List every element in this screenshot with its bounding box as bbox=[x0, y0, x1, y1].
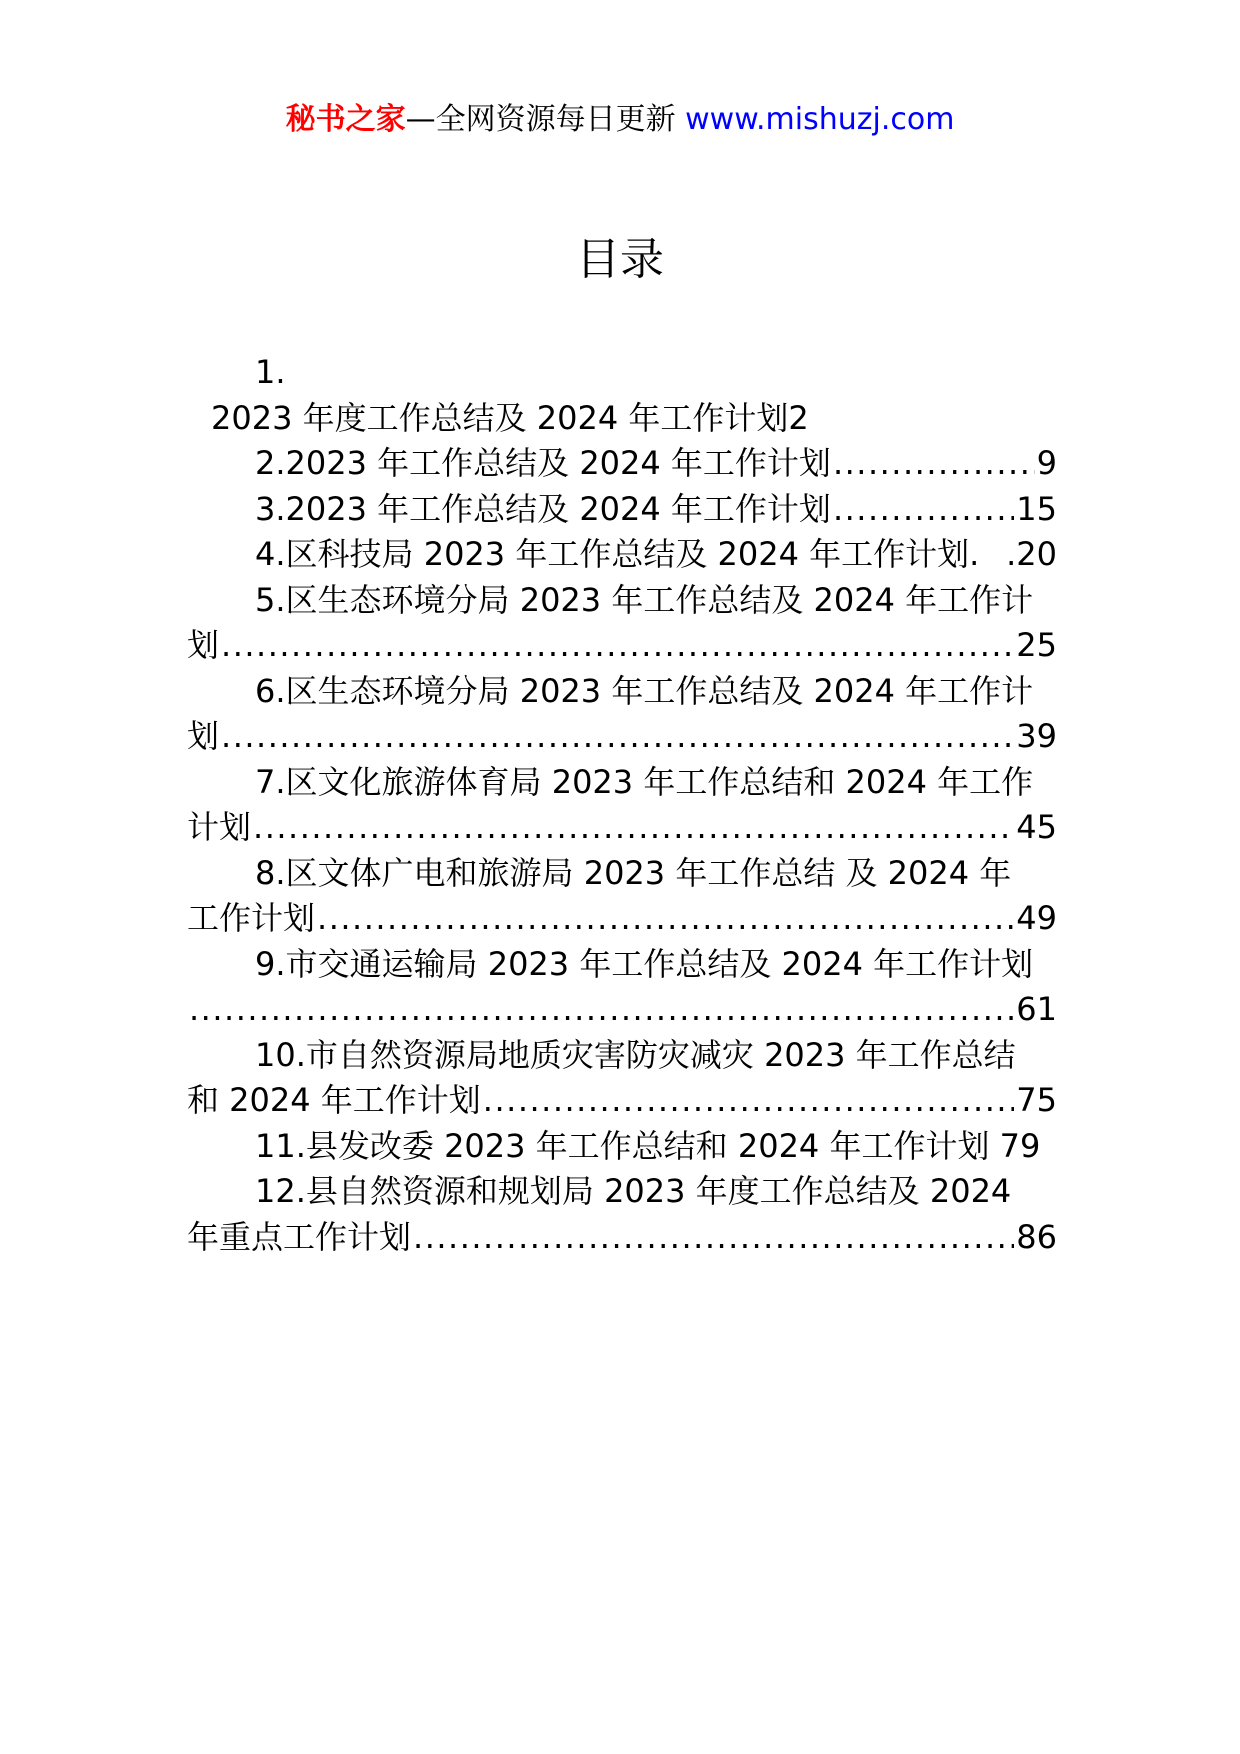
toc-leader-dots bbox=[413, 1215, 1014, 1261]
toc-entry-label: 划 bbox=[187, 717, 220, 755]
toc-entry-label: 6.区生态环境分局 2023 年工作总结及 2024 年工作计 bbox=[255, 671, 1034, 710]
toc-entry-12-line-1[interactable] bbox=[187, 1169, 1057, 1215]
toc-page-number: 9 bbox=[1036, 444, 1057, 482]
site-url-link[interactable]: www.mishuzj.com bbox=[685, 102, 955, 137]
toc-page-number: 25 bbox=[1016, 626, 1057, 664]
toc-entry-label: 2023 年度工作总结及 2024 年工作计划2 bbox=[211, 398, 809, 437]
table-of-contents bbox=[187, 350, 1057, 1260]
toc-entry-label: 划 bbox=[187, 626, 220, 664]
toc-entry-label: 10.市自然资源局地质灾害防灾减灾 2023 年工作总结 bbox=[255, 1035, 1016, 1074]
toc-entry-5-line-1[interactable] bbox=[187, 578, 1057, 624]
toc-entry-label: 计划 bbox=[187, 808, 252, 846]
toc-entry-9-line-1[interactable] bbox=[187, 942, 1057, 988]
toc-entry-label: 12.县自然资源和规划局 2023 年度工作总结及 2024 bbox=[255, 1172, 1012, 1210]
toc-entry-1-line-2[interactable] bbox=[187, 396, 1057, 442]
toc-page-number: 75 bbox=[1016, 1081, 1057, 1119]
toc-page-number: 39 bbox=[1016, 717, 1057, 755]
toc-leader-dots bbox=[483, 1078, 1014, 1124]
toc-entry-11[interactable] bbox=[187, 1124, 1057, 1170]
toc-entry-9-line-2[interactable] bbox=[187, 987, 1057, 1033]
toc-entry-label: 3.2023 年工作总结及 2024 年工作计划 bbox=[255, 489, 831, 528]
header-slogan: —全网资源每日更新 bbox=[405, 102, 676, 137]
toc-entry-1-line-1[interactable] bbox=[187, 350, 1057, 396]
toc-entry-label: 9.市交通运输局 2023 年工作总结及 2024 年工作计划 bbox=[255, 944, 1034, 983]
toc-leader-dots bbox=[833, 487, 1014, 533]
toc-entry-label: 7.区文化旅游体育局 2023 年工作总结和 2024 年工作 bbox=[255, 762, 1034, 801]
toc-entry-label: 4.区科技局 2023 年工作总结及 2024 年工作计划. bbox=[255, 535, 980, 573]
toc-entry-label: 和 2024 年工作计划 bbox=[187, 1081, 481, 1119]
toc-leader-dots bbox=[221, 714, 1014, 760]
site-header bbox=[0, 100, 1240, 140]
toc-entry-label: 年重点工作计划 bbox=[187, 1217, 412, 1256]
page-title: 目录 bbox=[576, 234, 664, 285]
toc-page-number: 61 bbox=[1016, 990, 1057, 1028]
toc-page-number: 86 bbox=[1016, 1217, 1057, 1256]
toc-entry-8-line-2[interactable] bbox=[187, 896, 1057, 942]
toc-entry-label: 5.区生态环境分局 2023 年工作总结及 2024 年工作计 bbox=[255, 580, 1034, 619]
toc-entry-6-line-1[interactable] bbox=[187, 669, 1057, 715]
toc-leader-dots bbox=[189, 987, 1014, 1033]
brand-name: 秘书之家 bbox=[285, 102, 406, 137]
toc-leader-dots bbox=[221, 623, 1014, 669]
toc-leader-dots bbox=[833, 441, 1035, 487]
toc-leader-dots bbox=[317, 896, 1014, 942]
toc-entry-10-line-1[interactable] bbox=[187, 1033, 1057, 1079]
toc-entry-label: 2.2023 年工作总结及 2024 年工作计划 bbox=[255, 444, 831, 482]
toc-page-number: 49 bbox=[1016, 899, 1057, 937]
toc-entry-10-line-2[interactable] bbox=[187, 1078, 1057, 1124]
toc-entry-label: 工作计划 bbox=[187, 899, 316, 937]
toc-entry-4[interactable] bbox=[187, 532, 1057, 578]
toc-page-number: 20 bbox=[1016, 535, 1057, 573]
toc-entry-12-line-2[interactable] bbox=[187, 1215, 1057, 1261]
toc-entry-6-line-2[interactable] bbox=[187, 714, 1057, 760]
toc-entry-3[interactable] bbox=[187, 487, 1057, 533]
toc-entry-label: 8.区文体广电和旅游局 2023 年工作总结 及 2024 年 bbox=[255, 853, 1012, 892]
toc-entry-2[interactable] bbox=[187, 441, 1057, 487]
toc-entry-7-line-2[interactable] bbox=[187, 805, 1057, 851]
toc-entry-5-line-2[interactable] bbox=[187, 623, 1057, 669]
toc-entry-8-line-1[interactable] bbox=[187, 851, 1057, 897]
toc-leader-dots bbox=[253, 805, 1014, 851]
toc-entry-label: 1. bbox=[255, 353, 286, 391]
toc-page-number: 45 bbox=[1016, 808, 1057, 846]
toc-entry-7-line-1[interactable] bbox=[187, 760, 1057, 806]
toc-page-number: 15 bbox=[1016, 489, 1057, 528]
toc-entry-label: 11.县发改委 2023 年工作总结和 2024 年工作计划 79 bbox=[255, 1126, 1041, 1165]
toc-leader-dot: . bbox=[1006, 535, 1017, 573]
